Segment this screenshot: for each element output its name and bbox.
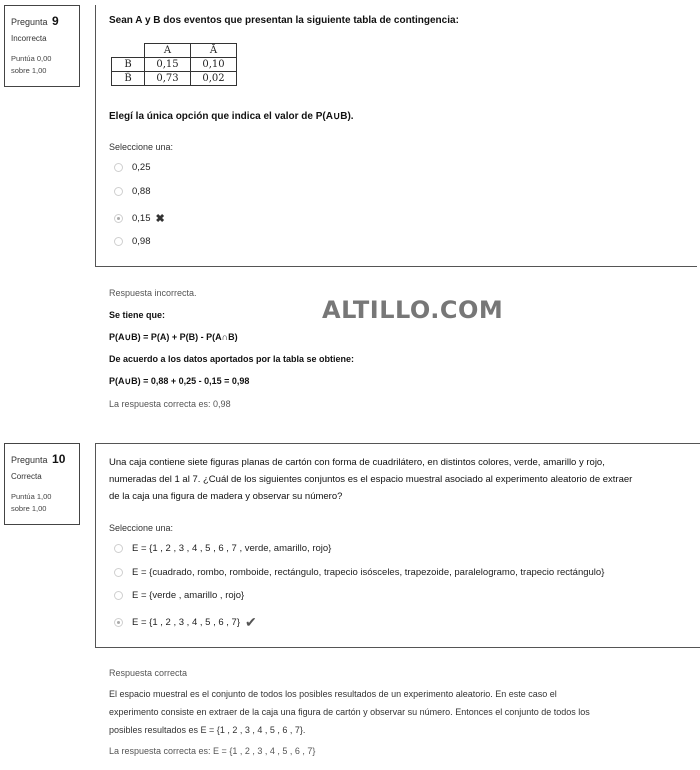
radio-button[interactable] <box>114 568 123 577</box>
correct-answer-text: La respuesta correcta es: 0,98 <box>109 399 231 409</box>
table-cell <box>112 44 145 58</box>
option-label: 0,25 <box>132 162 151 173</box>
table-row-header: B <box>112 58 145 72</box>
radio-button[interactable] <box>114 187 123 196</box>
answer-option-selected[interactable] <box>114 614 257 631</box>
table-row-header: B̄ <box>112 72 145 86</box>
feedback-formula: P(A∪B) = P(A) + P(B) - P(A∩B) <box>109 332 238 342</box>
question-number-label: Pregunta 10 <box>11 452 66 466</box>
table-row <box>112 58 237 72</box>
question-grade: Puntúa 1,00 sobre 1,00 <box>11 492 52 513</box>
radio-button[interactable] <box>114 544 123 553</box>
radio-button[interactable] <box>114 591 123 600</box>
answer-option[interactable] <box>114 567 604 578</box>
select-one-label: Seleccione una: <box>109 142 174 152</box>
table-row <box>112 72 237 86</box>
question-9-prompt: Elegí la única opción que indica el valor de P(A∪B). <box>109 111 354 122</box>
question-10-text: Una caja contiene siete figuras planas de cartón con forma de cuadrilátero, en distintos colores, verde, amarillo y rojo, numeradas del 1 al 7. ¿Cuál de los siguientes conjuntos es el espacio muestral asociado al experimento aleatorio de extraer de la caja una figura de madera y observar su número? <box>109 457 633 502</box>
answer-option[interactable] <box>114 186 151 197</box>
select-one-label: Seleccione una: <box>109 523 174 533</box>
radio-button-checked[interactable] <box>114 618 123 627</box>
answer-option[interactable] <box>114 590 244 601</box>
option-label: E = {cuadrado, rombo, romboide, rectángulo, trapecio isósceles, trapezoide, paralelogramo, trapecio rectángulo} <box>132 567 605 578</box>
radio-button-checked[interactable] <box>114 214 123 223</box>
question-9-text: Sean A y B dos eventos que presentan la siguiente tabla de contingencia: <box>109 15 459 26</box>
incorrect-icon: ✖ <box>155 213 165 225</box>
feedback-status: Respuesta incorrecta. <box>109 288 197 298</box>
feedback-status: Respuesta correcta <box>109 668 188 678</box>
question-number-label: Pregunta 9 <box>11 14 59 28</box>
option-label: 0,98 <box>132 236 151 247</box>
question-9-info <box>4 5 80 87</box>
feedback-text: De acuerdo a los datos aportados por la tabla se obtiene: <box>109 354 355 364</box>
answer-option-selected[interactable] <box>114 212 165 225</box>
answer-option[interactable] <box>114 543 331 554</box>
table-cell: 0,15 <box>145 58 191 72</box>
option-label: E = {1 , 2 , 3 , 4 , 5 , 6 , 7} <box>132 617 241 628</box>
table-cell: 0,02 <box>191 72 237 86</box>
table-header-cell: A <box>145 44 191 58</box>
option-label: 0,88 <box>132 186 151 197</box>
option-label: 0,15 <box>132 213 151 224</box>
answer-option[interactable] <box>114 236 151 247</box>
radio-button[interactable] <box>114 163 123 172</box>
contingency-table <box>111 43 237 86</box>
table-header-cell: Ā <box>191 44 237 58</box>
radio-button[interactable] <box>114 237 123 246</box>
answer-option[interactable] <box>114 162 151 173</box>
table-header-row <box>112 44 237 58</box>
option-label: E = {verde , amarillo , rojo} <box>132 590 245 601</box>
question-10-info <box>4 443 80 525</box>
feedback-text: El espacio muestral es el conjunto de todos los posibles resultados de un experimento aleatorio. En este caso el experimento consiste en extraer de la caja una figura de cartón y observar su número. Entonces el conjunto de todos los posibles resultados es E = {1 , 2 , 3 , 4 , 5 , 6 , 7}. <box>109 689 590 735</box>
table-cell: 0,73 <box>145 72 191 86</box>
feedback-formula: P(A∪B) = 0,88 + 0,25 - 0,15 = 0,98 <box>109 376 250 386</box>
table-cell: 0,10 <box>191 58 237 72</box>
correct-check-icon: ✔ <box>245 614 257 630</box>
question-state: Correcta <box>11 472 42 481</box>
correct-answer-text: La respuesta correcta es: E = {1 , 2 , 3 , 4 , 5 , 6 , 7} <box>109 746 316 756</box>
question-state: Incorrecta <box>11 34 47 43</box>
question-grade: Puntúa 0,00 sobre 1,00 <box>11 54 52 75</box>
feedback-text: Se tiene que: <box>109 310 166 320</box>
watermark-logo: ALTILLO.COM <box>322 296 504 324</box>
option-label: E = {1 , 2 , 3 , 4 , 5 , 6 , 7 , verde, amarillo, rojo} <box>132 543 332 554</box>
